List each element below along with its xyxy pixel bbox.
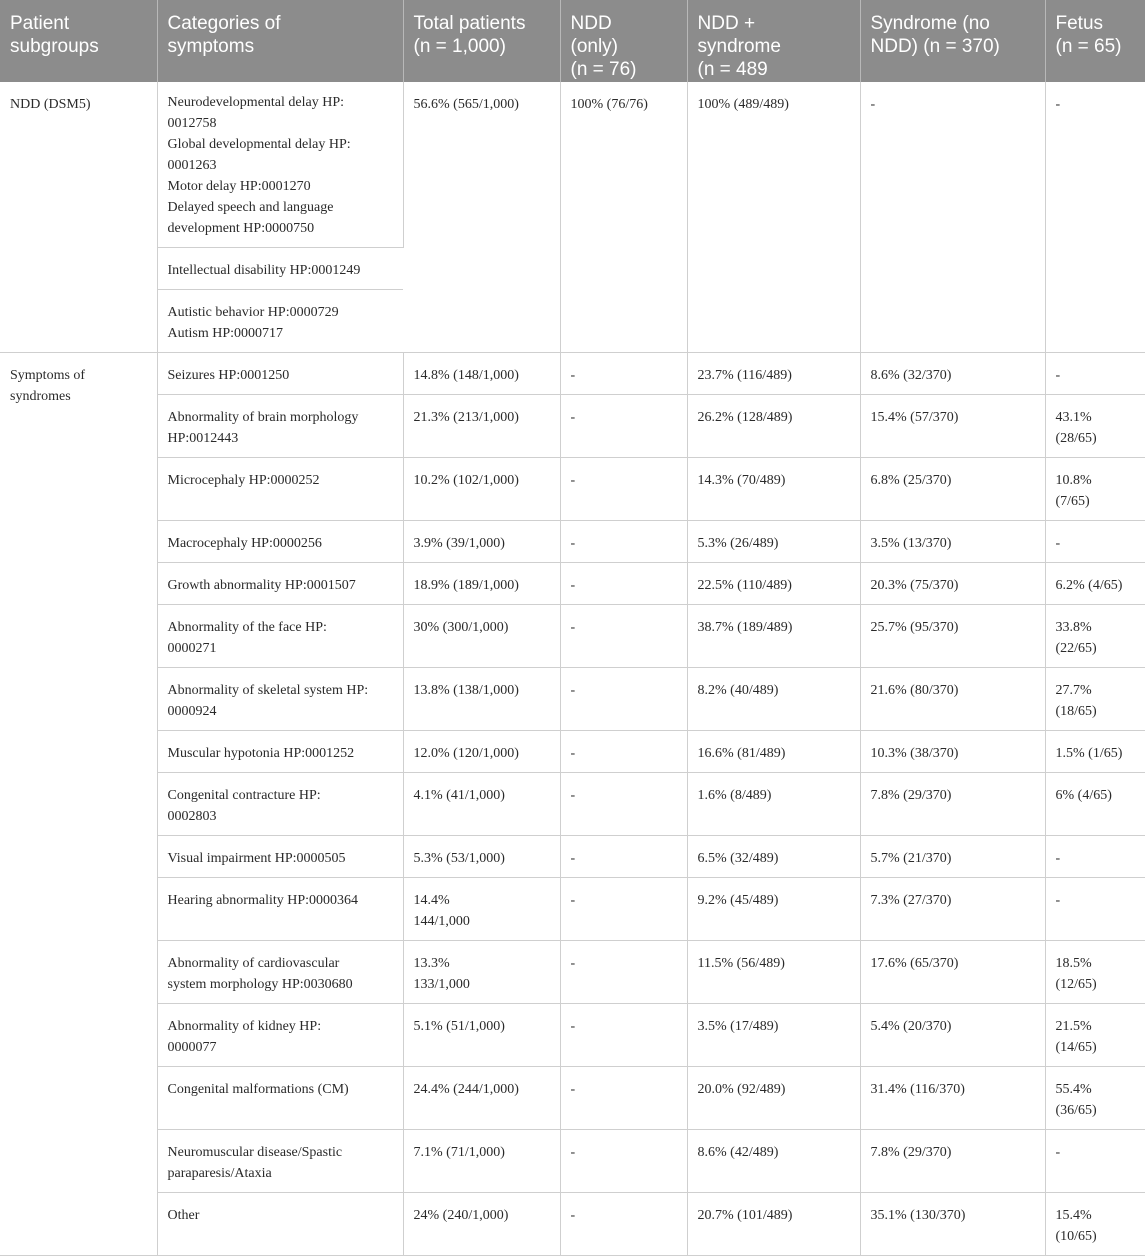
ndd-only-cell: - xyxy=(560,1004,687,1067)
category-cell: Abnormality of cardiovascular system morphology HP:0030680 xyxy=(157,941,403,1004)
total-cell: 24% (240/1,000) xyxy=(403,1193,560,1256)
category-cell: Abnormality of brain morphology HP:0012443 xyxy=(157,395,403,458)
total-cell: 5.3% (53/1,000) xyxy=(403,836,560,878)
total-cell: 21.3% (213/1,000) xyxy=(403,395,560,458)
total-cell: 14.4% 144/1,000 xyxy=(403,878,560,941)
ndd-only-cell: - xyxy=(560,1193,687,1256)
category-cell: Intellectual disability HP:0001249 xyxy=(157,248,403,290)
ndd-only-cell: - xyxy=(560,1130,687,1193)
total-cell: 7.1% (71/1,000) xyxy=(403,1130,560,1193)
ndd-syndrome-cell: 3.5% (17/489) xyxy=(687,1004,860,1067)
table-row xyxy=(0,353,1145,395)
fetus-cell: - xyxy=(1045,82,1145,353)
syndrome-cell: 3.5% (13/370) xyxy=(860,521,1045,563)
syndrome-cell: 8.6% (32/370) xyxy=(860,353,1045,395)
ndd-syndrome-cell: 22.5% (110/489) xyxy=(687,563,860,605)
header-row xyxy=(0,0,1145,82)
ndd-syndrome-cell: 8.6% (42/489) xyxy=(687,1130,860,1193)
category-cell: Abnormality of skeletal system HP: 0000924 xyxy=(157,668,403,731)
table-row xyxy=(0,1130,1145,1193)
syndrome-cell: 35.1% (130/370) xyxy=(860,1193,1045,1256)
ndd-syndrome-cell: 5.3% (26/489) xyxy=(687,521,860,563)
table-row xyxy=(0,773,1145,836)
ndd-syndrome-cell: 9.2% (45/489) xyxy=(687,878,860,941)
ndd-syndrome-cell: 20.7% (101/489) xyxy=(687,1193,860,1256)
category-cell: Seizures HP:0001250 xyxy=(157,353,403,395)
ndd-only-cell: - xyxy=(560,668,687,731)
table-row xyxy=(0,82,1145,248)
category-cell: Neurodevelopmental delay HP: 0012758 Global developmental delay HP: 0001263 Motor delay HP:0001270 Delayed speech and language development HP:0000750 xyxy=(157,82,403,248)
group-label-ndd: NDD (DSM5) xyxy=(0,82,157,353)
total-cell: 10.2% (102/1,000) xyxy=(403,458,560,521)
fetus-cell: 6.2% (4/65) xyxy=(1045,563,1145,605)
ndd-syndrome-cell: 8.2% (40/489) xyxy=(687,668,860,731)
syndrome-cell: 25.7% (95/370) xyxy=(860,605,1045,668)
total-cell: 30% (300/1,000) xyxy=(403,605,560,668)
category-cell: Neuromuscular disease/Spastic paraparesis/Ataxia xyxy=(157,1130,403,1193)
ndd-only-cell: - xyxy=(560,1067,687,1130)
ndd-only-cell: - xyxy=(560,353,687,395)
table-row xyxy=(0,521,1145,563)
ndd-syndrome-cell: 20.0% (92/489) xyxy=(687,1067,860,1130)
fetus-cell: 15.4% (10/65) xyxy=(1045,1193,1145,1256)
category-cell: Other xyxy=(157,1193,403,1256)
total-cell: 13.3% 133/1,000 xyxy=(403,941,560,1004)
syndrome-cell: 20.3% (75/370) xyxy=(860,563,1045,605)
header-ndd-syndrome: NDD + syndrome (n = 489 xyxy=(687,0,860,82)
ndd-syndrome-cell: 1.6% (8/489) xyxy=(687,773,860,836)
ndd-only-cell: - xyxy=(560,395,687,458)
category-cell: Microcephaly HP:0000252 xyxy=(157,458,403,521)
category-cell: Hearing abnormality HP:0000364 xyxy=(157,878,403,941)
ndd-syndrome-cell: 14.3% (70/489) xyxy=(687,458,860,521)
syndrome-cell: 21.6% (80/370) xyxy=(860,668,1045,731)
syndrome-cell: 10.3% (38/370) xyxy=(860,731,1045,773)
table-row xyxy=(0,878,1145,941)
header-fetus: Fetus (n = 65) xyxy=(1045,0,1145,82)
table-row xyxy=(0,395,1145,458)
syndrome-cell: 7.3% (27/370) xyxy=(860,878,1045,941)
syndrome-cell: - xyxy=(860,82,1045,353)
fetus-cell: 10.8% (7/65) xyxy=(1045,458,1145,521)
table-row xyxy=(0,668,1145,731)
category-cell: Abnormality of kidney HP: 0000077 xyxy=(157,1004,403,1067)
ndd-syndrome-cell: 38.7% (189/489) xyxy=(687,605,860,668)
category-cell: Autistic behavior HP:0000729 Autism HP:0000717 xyxy=(157,290,403,353)
syndrome-cell: 7.8% (29/370) xyxy=(860,773,1045,836)
syndrome-cell: 6.8% (25/370) xyxy=(860,458,1045,521)
ndd-syndrome-cell: 26.2% (128/489) xyxy=(687,395,860,458)
ndd-only-cell: 100% (76/76) xyxy=(560,82,687,353)
total-cell: 18.9% (189/1,000) xyxy=(403,563,560,605)
category-cell: Congenital contracture HP: 0002803 xyxy=(157,773,403,836)
fetus-cell: - xyxy=(1045,878,1145,941)
category-cell: Macrocephaly HP:0000256 xyxy=(157,521,403,563)
syndrome-cell: 5.4% (20/370) xyxy=(860,1004,1045,1067)
table-row xyxy=(0,458,1145,521)
ndd-syndrome-cell: 11.5% (56/489) xyxy=(687,941,860,1004)
total-cell: 3.9% (39/1,000) xyxy=(403,521,560,563)
ndd-only-cell: - xyxy=(560,773,687,836)
ndd-only-cell: - xyxy=(560,458,687,521)
fetus-cell: 33.8% (22/65) xyxy=(1045,605,1145,668)
ndd-syndrome-cell: 100% (489/489) xyxy=(687,82,860,353)
table-row xyxy=(0,836,1145,878)
fetus-cell: - xyxy=(1045,836,1145,878)
ndd-syndrome-cell: 6.5% (32/489) xyxy=(687,836,860,878)
category-cell: Abnormality of the face HP: 0000271 xyxy=(157,605,403,668)
syndrome-cell: 31.4% (116/370) xyxy=(860,1067,1045,1130)
fetus-cell: 43.1% (28/65) xyxy=(1045,395,1145,458)
total-cell: 56.6% (565/1,000) xyxy=(403,82,560,353)
syndrome-cell: 7.8% (29/370) xyxy=(860,1130,1045,1193)
group-label-syndromes: Symptoms of syndromes xyxy=(0,353,157,1256)
syndrome-cell: 15.4% (57/370) xyxy=(860,395,1045,458)
fetus-cell: 21.5% (14/65) xyxy=(1045,1004,1145,1067)
ndd-syndrome-cell: 16.6% (81/489) xyxy=(687,731,860,773)
table-row xyxy=(0,941,1145,1004)
fetus-cell: - xyxy=(1045,1130,1145,1193)
ndd-only-cell: - xyxy=(560,521,687,563)
fetus-cell: 6% (4/65) xyxy=(1045,773,1145,836)
fetus-cell: 1.5% (1/65) xyxy=(1045,731,1145,773)
total-cell: 13.8% (138/1,000) xyxy=(403,668,560,731)
ndd-only-cell: - xyxy=(560,878,687,941)
table-row xyxy=(0,563,1145,605)
fetus-cell: 55.4% (36/65) xyxy=(1045,1067,1145,1130)
ndd-syndrome-cell: 23.7% (116/489) xyxy=(687,353,860,395)
ndd-only-cell: - xyxy=(560,731,687,773)
ndd-only-cell: - xyxy=(560,563,687,605)
table-row xyxy=(0,1193,1145,1256)
ndd-only-cell: - xyxy=(560,605,687,668)
total-cell: 24.4% (244/1,000) xyxy=(403,1067,560,1130)
total-cell: 4.1% (41/1,000) xyxy=(403,773,560,836)
category-cell: Congenital malformations (CM) xyxy=(157,1067,403,1130)
table-row xyxy=(0,1004,1145,1067)
header-patient-subgroups: Patient subgroups xyxy=(0,0,157,82)
total-cell: 14.8% (148/1,000) xyxy=(403,353,560,395)
header-ndd-only: NDD (only) (n = 76) xyxy=(560,0,687,82)
fetus-cell: - xyxy=(1045,353,1145,395)
header-categories: Categories of symptoms xyxy=(157,0,403,82)
total-cell: 12.0% (120/1,000) xyxy=(403,731,560,773)
header-total: Total patients (n = 1,000) xyxy=(403,0,560,82)
fetus-cell: - xyxy=(1045,521,1145,563)
category-cell: Growth abnormality HP:0001507 xyxy=(157,563,403,605)
category-cell: Muscular hypotonia HP:0001252 xyxy=(157,731,403,773)
header-syndrome: Syndrome (no NDD) (n = 370) xyxy=(860,0,1045,82)
total-cell: 5.1% (51/1,000) xyxy=(403,1004,560,1067)
ndd-only-cell: - xyxy=(560,941,687,1004)
syndrome-cell: 17.6% (65/370) xyxy=(860,941,1045,1004)
table-row xyxy=(0,1067,1145,1130)
syndrome-cell: 5.7% (21/370) xyxy=(860,836,1045,878)
fetus-cell: 18.5% (12/65) xyxy=(1045,941,1145,1004)
table-row xyxy=(0,605,1145,668)
table-row xyxy=(0,731,1145,773)
category-cell: Visual impairment HP:0000505 xyxy=(157,836,403,878)
fetus-cell: 27.7% (18/65) xyxy=(1045,668,1145,731)
ndd-only-cell: - xyxy=(560,836,687,878)
